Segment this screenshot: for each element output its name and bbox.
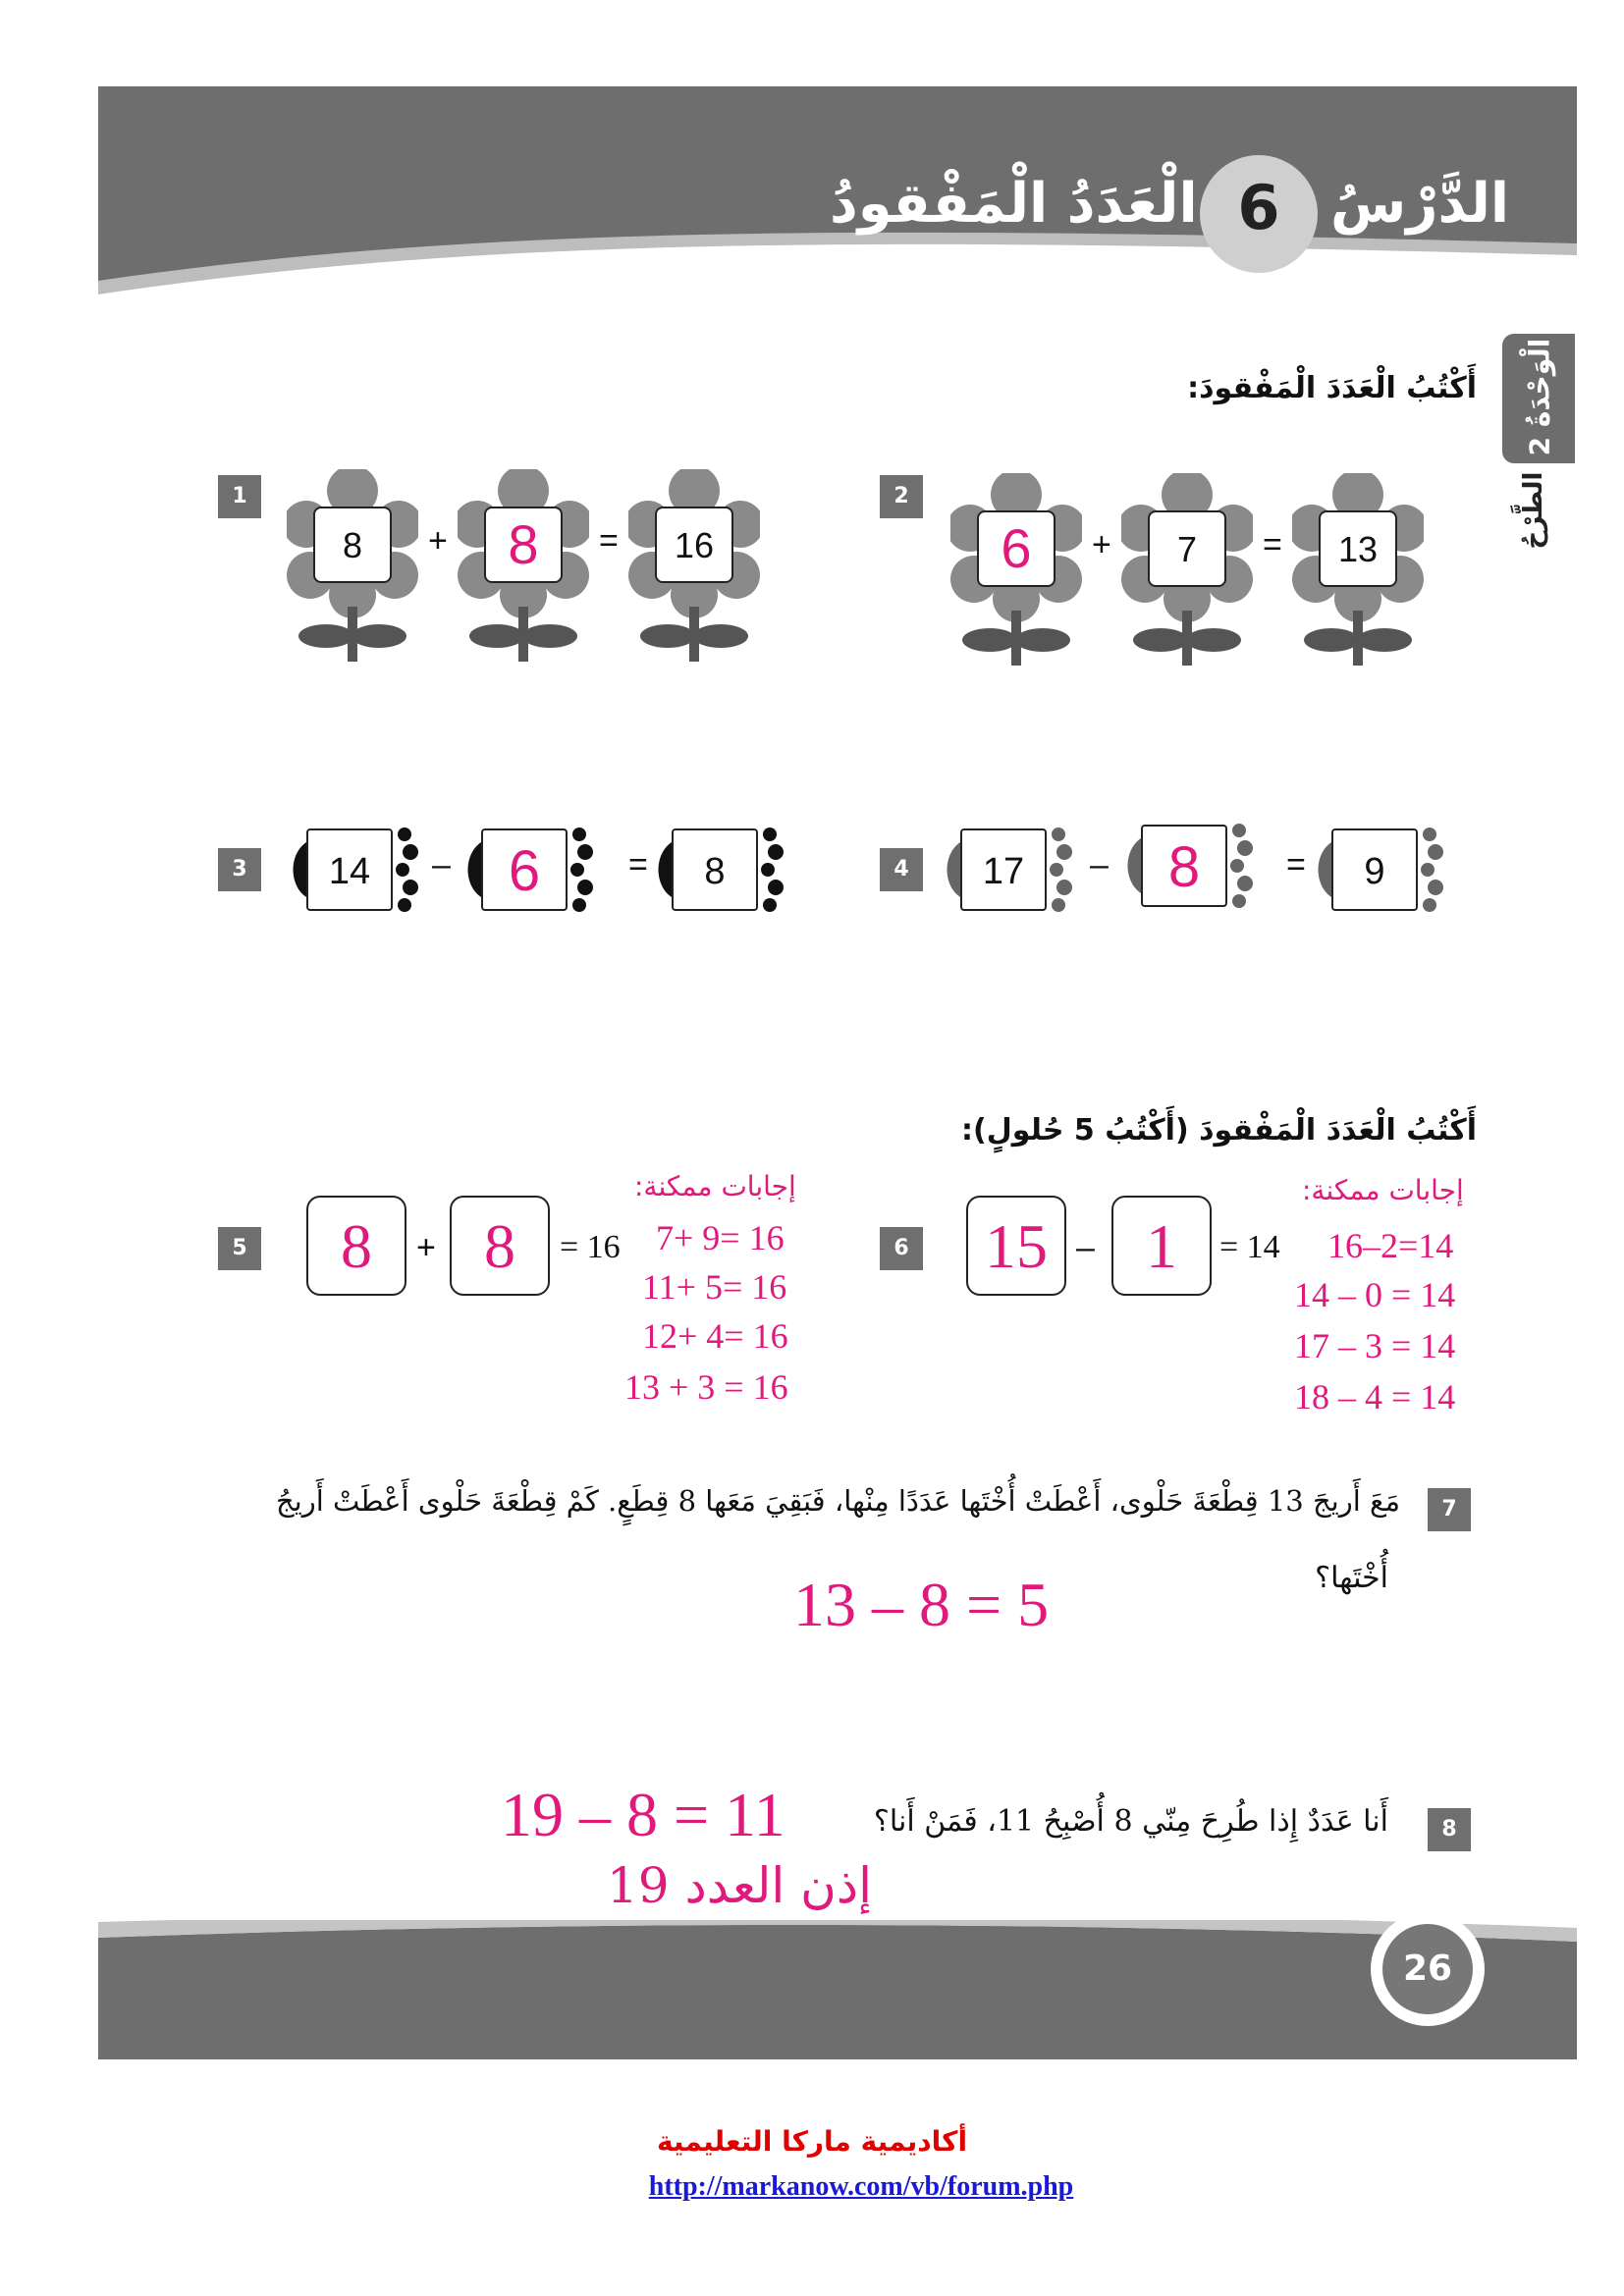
- ex7-question-line2: أُخْتَها؟: [1315, 1561, 1388, 1595]
- ex8-answer-text: إذن العدد 19: [607, 1857, 873, 1914]
- ex6-answer-line: 18 – 4 = 14: [1294, 1377, 1456, 1416]
- lesson-label: الدَّرْسُ: [1330, 172, 1510, 236]
- answer-value: 6: [481, 828, 568, 911]
- exercise-2-badge: 2: [880, 475, 923, 518]
- flower-2c: [1292, 473, 1424, 669]
- ladybug-box-4b: [1121, 821, 1259, 911]
- unit-tab-label: الْوَحْدَةُ 2: [1523, 338, 1556, 456]
- academy-url-link[interactable]: http://markanow.com/vb/forum.php: [648, 2171, 1074, 2202]
- ex6-answer-b: 1: [1111, 1196, 1212, 1296]
- exercise-6-badge: 6: [880, 1227, 923, 1270]
- ladybug-box-3a: [287, 825, 424, 915]
- ex6-answer-a: 15: [966, 1196, 1066, 1296]
- ex5-answers-title: إجابات ممكنة:: [634, 1170, 796, 1202]
- equals-sign: =: [628, 846, 648, 883]
- ex6-answer-line: 16–2=14: [1327, 1226, 1454, 1265]
- flower-1a: [287, 469, 418, 666]
- exercise-7-badge: 7: [1428, 1488, 1471, 1531]
- exercise-4-badge: 4: [880, 848, 923, 891]
- ex5-answer-b: 8: [450, 1196, 550, 1296]
- box-value: 16: [655, 507, 733, 583]
- answer-value: 6: [977, 510, 1056, 587]
- ex7-question-line1: مَعَ أَريجَ 13 قِطْعَةَ حَلْوى، أَعْطَتْ أُخْتَها عَدَدًا مِنْها، فَبَقِيَ مَعَها 8 قِطَعٍ. كَمْ قِطْعَةَ حَلْوى أَعْطَتْ أَريجُ: [275, 1484, 1400, 1518]
- minus-sign: –: [1090, 846, 1109, 883]
- flower-1b: [458, 469, 589, 666]
- ex6-answer-line: 14 – 0 = 14: [1294, 1275, 1456, 1314]
- ex5-answer-line: 12+ 4= 16: [642, 1316, 788, 1356]
- ladybug-box-4a: [941, 825, 1078, 915]
- minus-sign: –: [432, 846, 451, 883]
- page-number: 26: [1402, 1949, 1453, 1989]
- equals-sign: =: [1263, 526, 1282, 563]
- ladybug-box-4c: [1312, 825, 1449, 915]
- plus-sign: +: [1092, 526, 1111, 563]
- ex5-answer-a: 8: [306, 1196, 406, 1296]
- minus-sign: –: [1076, 1229, 1095, 1266]
- plus-sign: +: [416, 1229, 436, 1266]
- exercise-3-badge: 3: [218, 848, 261, 891]
- equals-sign: =: [599, 522, 619, 560]
- box-value: 17: [960, 828, 1047, 911]
- section2-instruction: أَكْتُبُ الْعَدَدَ الْمَفْقودَ (أَكْتُبُ 5 حُلولٍ):: [961, 1113, 1477, 1148]
- ex7-answer: 13 – 8 = 5: [793, 1570, 1050, 1639]
- exercise-5-badge: 5: [218, 1227, 261, 1270]
- equals-sign: =: [1286, 846, 1306, 883]
- ex5-answer-line: 7+ 9= 16: [656, 1218, 785, 1257]
- ex5-answer-line: 11+ 5= 16: [642, 1267, 787, 1307]
- ex6-answer-line: 17 – 3 = 14: [1294, 1326, 1456, 1365]
- academy-name: أكاديمية ماركا التعليمية: [656, 2125, 968, 2158]
- ex6-answers-title: إجابات ممكنة:: [1302, 1174, 1464, 1206]
- box-value: 8: [672, 828, 758, 911]
- unit-subject-label: الطَّرْحُ: [1519, 471, 1548, 550]
- ex5-answer-line: 13 + 3 = 16: [624, 1367, 788, 1407]
- flower-1c: [628, 469, 760, 666]
- box-value: 7: [1148, 510, 1226, 587]
- exercise-1-badge: 1: [218, 475, 261, 518]
- answer-value: 8: [1141, 825, 1227, 907]
- ex8-question: أَنا عَدَدٌ إِذا طُرِحَ مِنّي 8 أُصْبِحُ 11، فَمَنْ أَنا؟: [873, 1804, 1388, 1839]
- footer-band: [98, 1920, 1577, 2059]
- lesson-title: الْعَدَدُ الْمَفْقودُ: [830, 172, 1198, 236]
- section1-instruction: أَكْتُبُ الْعَدَدَ الْمَفْقودَ:: [1187, 371, 1477, 405]
- box-value: 13: [1319, 510, 1397, 587]
- lesson-number: 6: [1237, 172, 1280, 243]
- box-value: 14: [306, 828, 393, 911]
- ex6-result: = 14: [1219, 1229, 1280, 1265]
- flower-2a: [950, 473, 1082, 669]
- ex8-answer: 19 – 8 = 11: [501, 1780, 785, 1849]
- exercise-8-badge: 8: [1428, 1808, 1471, 1851]
- ex5-result: = 16: [560, 1229, 621, 1265]
- box-value: 9: [1331, 828, 1418, 911]
- box-value: 8: [313, 507, 392, 583]
- flower-2b: [1121, 473, 1253, 669]
- plus-sign: +: [428, 522, 448, 560]
- ladybug-box-3c: [652, 825, 789, 915]
- answer-value: 8: [484, 507, 563, 583]
- ladybug-box-3b: [461, 825, 599, 915]
